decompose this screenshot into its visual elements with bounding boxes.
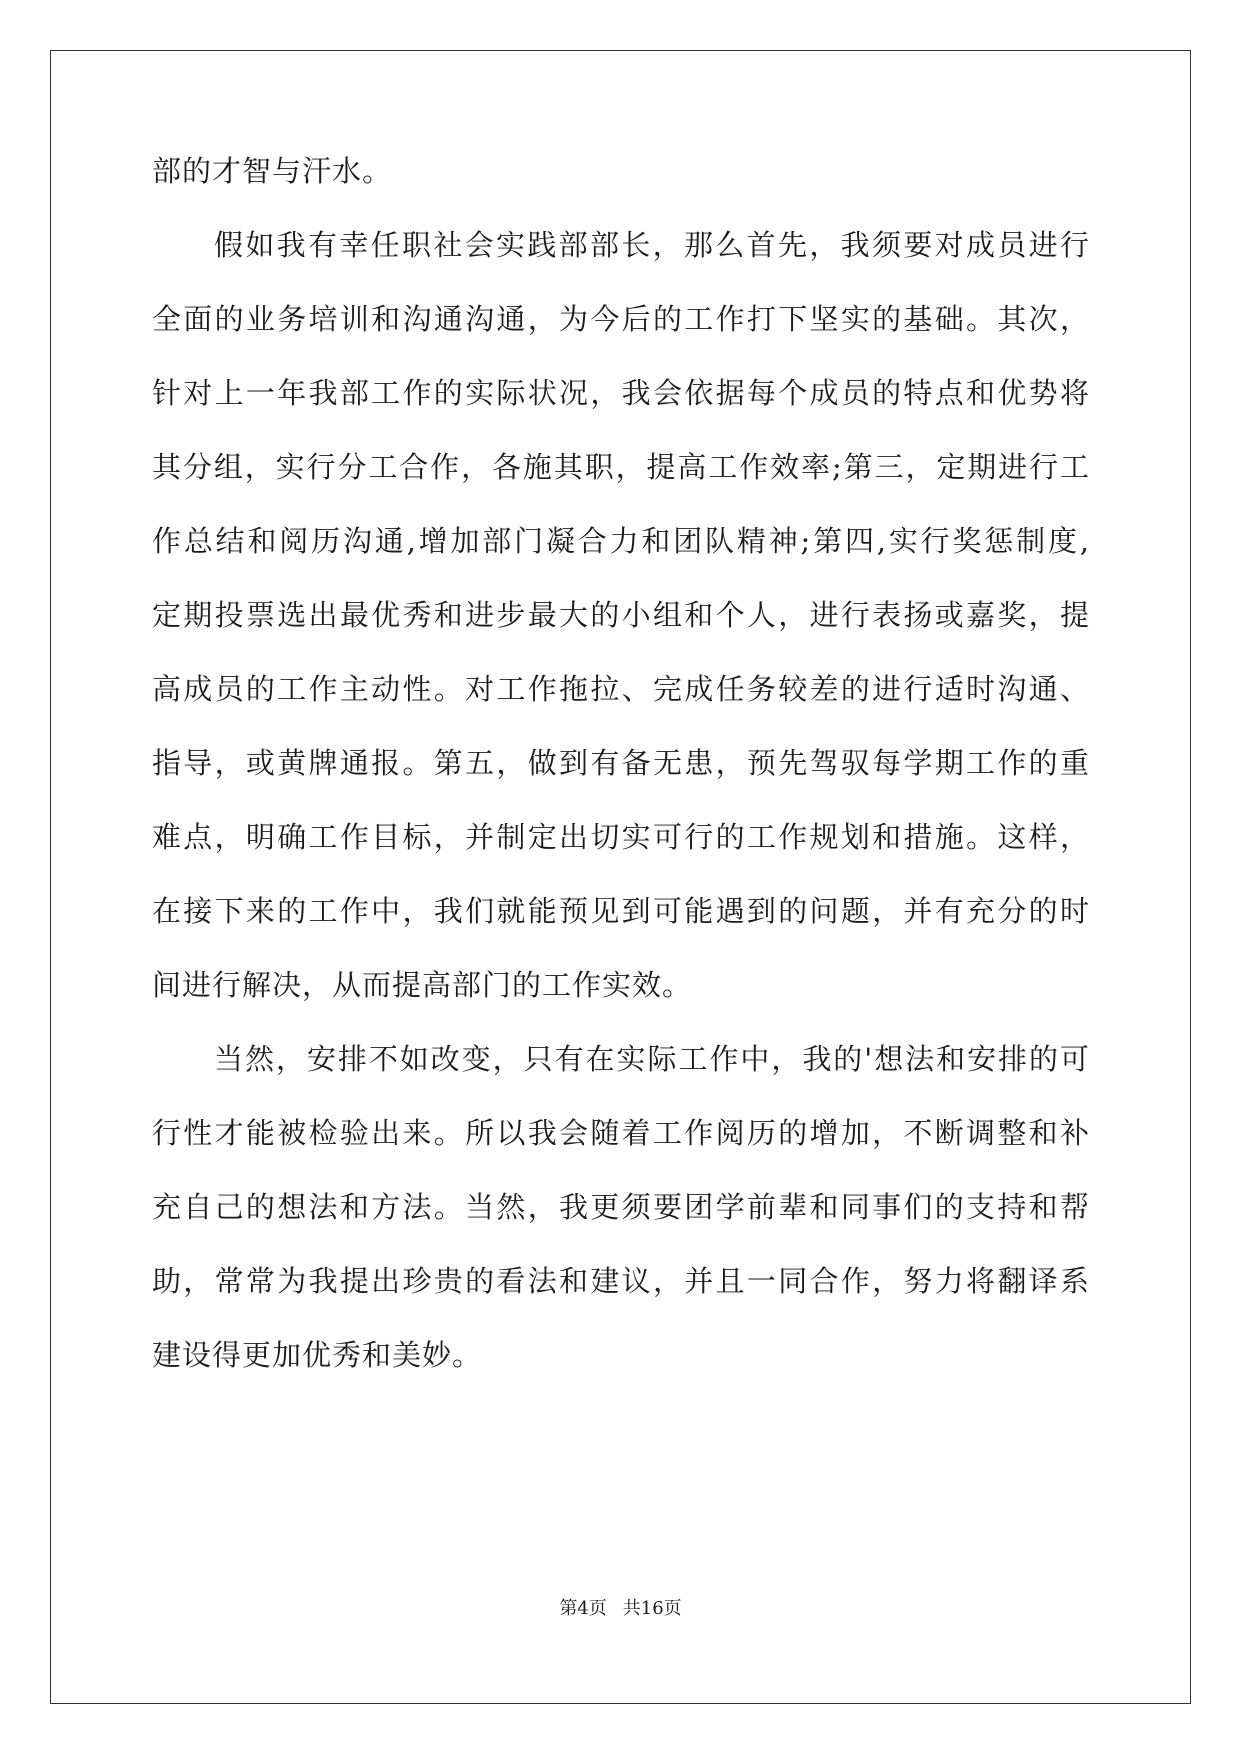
page-number: 第4页 <box>559 1598 607 1619</box>
paragraph-line: 当然，安排不如改变，只有在实际工作中，我的'想法和安排的可 <box>214 1042 1090 1076</box>
paragraph-line: 针对上一年我部工作的实际状况，我会依据每个成员的特点和优势将 <box>152 376 1090 410</box>
paragraph-line: 行性才能被检验出来。所以我会随着工作阅历的增加，不断调整和补 <box>152 1116 1090 1150</box>
paragraph-line: 部的才智与汗水。 <box>152 154 393 188</box>
page-footer <box>0 1594 1241 1620</box>
paragraph-line: 全面的业务培训和沟通沟通，为今后的工作打下坚实的基础。其次， <box>152 302 1090 336</box>
paragraph-line: 作总结和阅历沟通,增加部门凝合力和团队精神;第四,实行奖惩制度, <box>152 524 1090 558</box>
paragraph-line: 假如我有幸任职社会实践部部长，那么首先，我须要对成员进行 <box>214 228 1090 262</box>
page-total: 共16页 <box>622 1598 682 1619</box>
paragraph-line: 定期投票选出最优秀和进步最大的小组和个人，进行表扬或嘉奖，提 <box>152 598 1090 632</box>
paragraph-line: 建设得更加优秀和美妙。 <box>152 1338 483 1372</box>
paragraph-line: 助，常常为我提出珍贵的看法和建议，并且一同合作，努力将翻译系 <box>152 1264 1090 1298</box>
paragraph-line: 高成员的工作主动性。对工作拖拉、完成任务较差的进行适时沟通、 <box>152 672 1090 706</box>
paragraph-line: 其分组，实行分工合作，各施其职，提高工作效率;第三，定期进行工 <box>152 450 1090 484</box>
paragraph-line: 在接下来的工作中，我们就能预见到可能遇到的问题，并有充分的时 <box>152 894 1090 928</box>
paragraph-line: 难点，明确工作目标，并制定出切实可行的工作规划和措施。这样， <box>152 820 1090 854</box>
paragraph-line: 间进行解决，从而提高部门的工作实效。 <box>152 968 693 1002</box>
paragraph-line: 充自己的想法和方法。当然，我更须要团学前辈和同事们的支持和帮 <box>152 1190 1090 1224</box>
paragraph-line: 指导，或黄牌通报。第五，做到有备无患，预先驾驭每学期工作的重 <box>152 746 1090 780</box>
